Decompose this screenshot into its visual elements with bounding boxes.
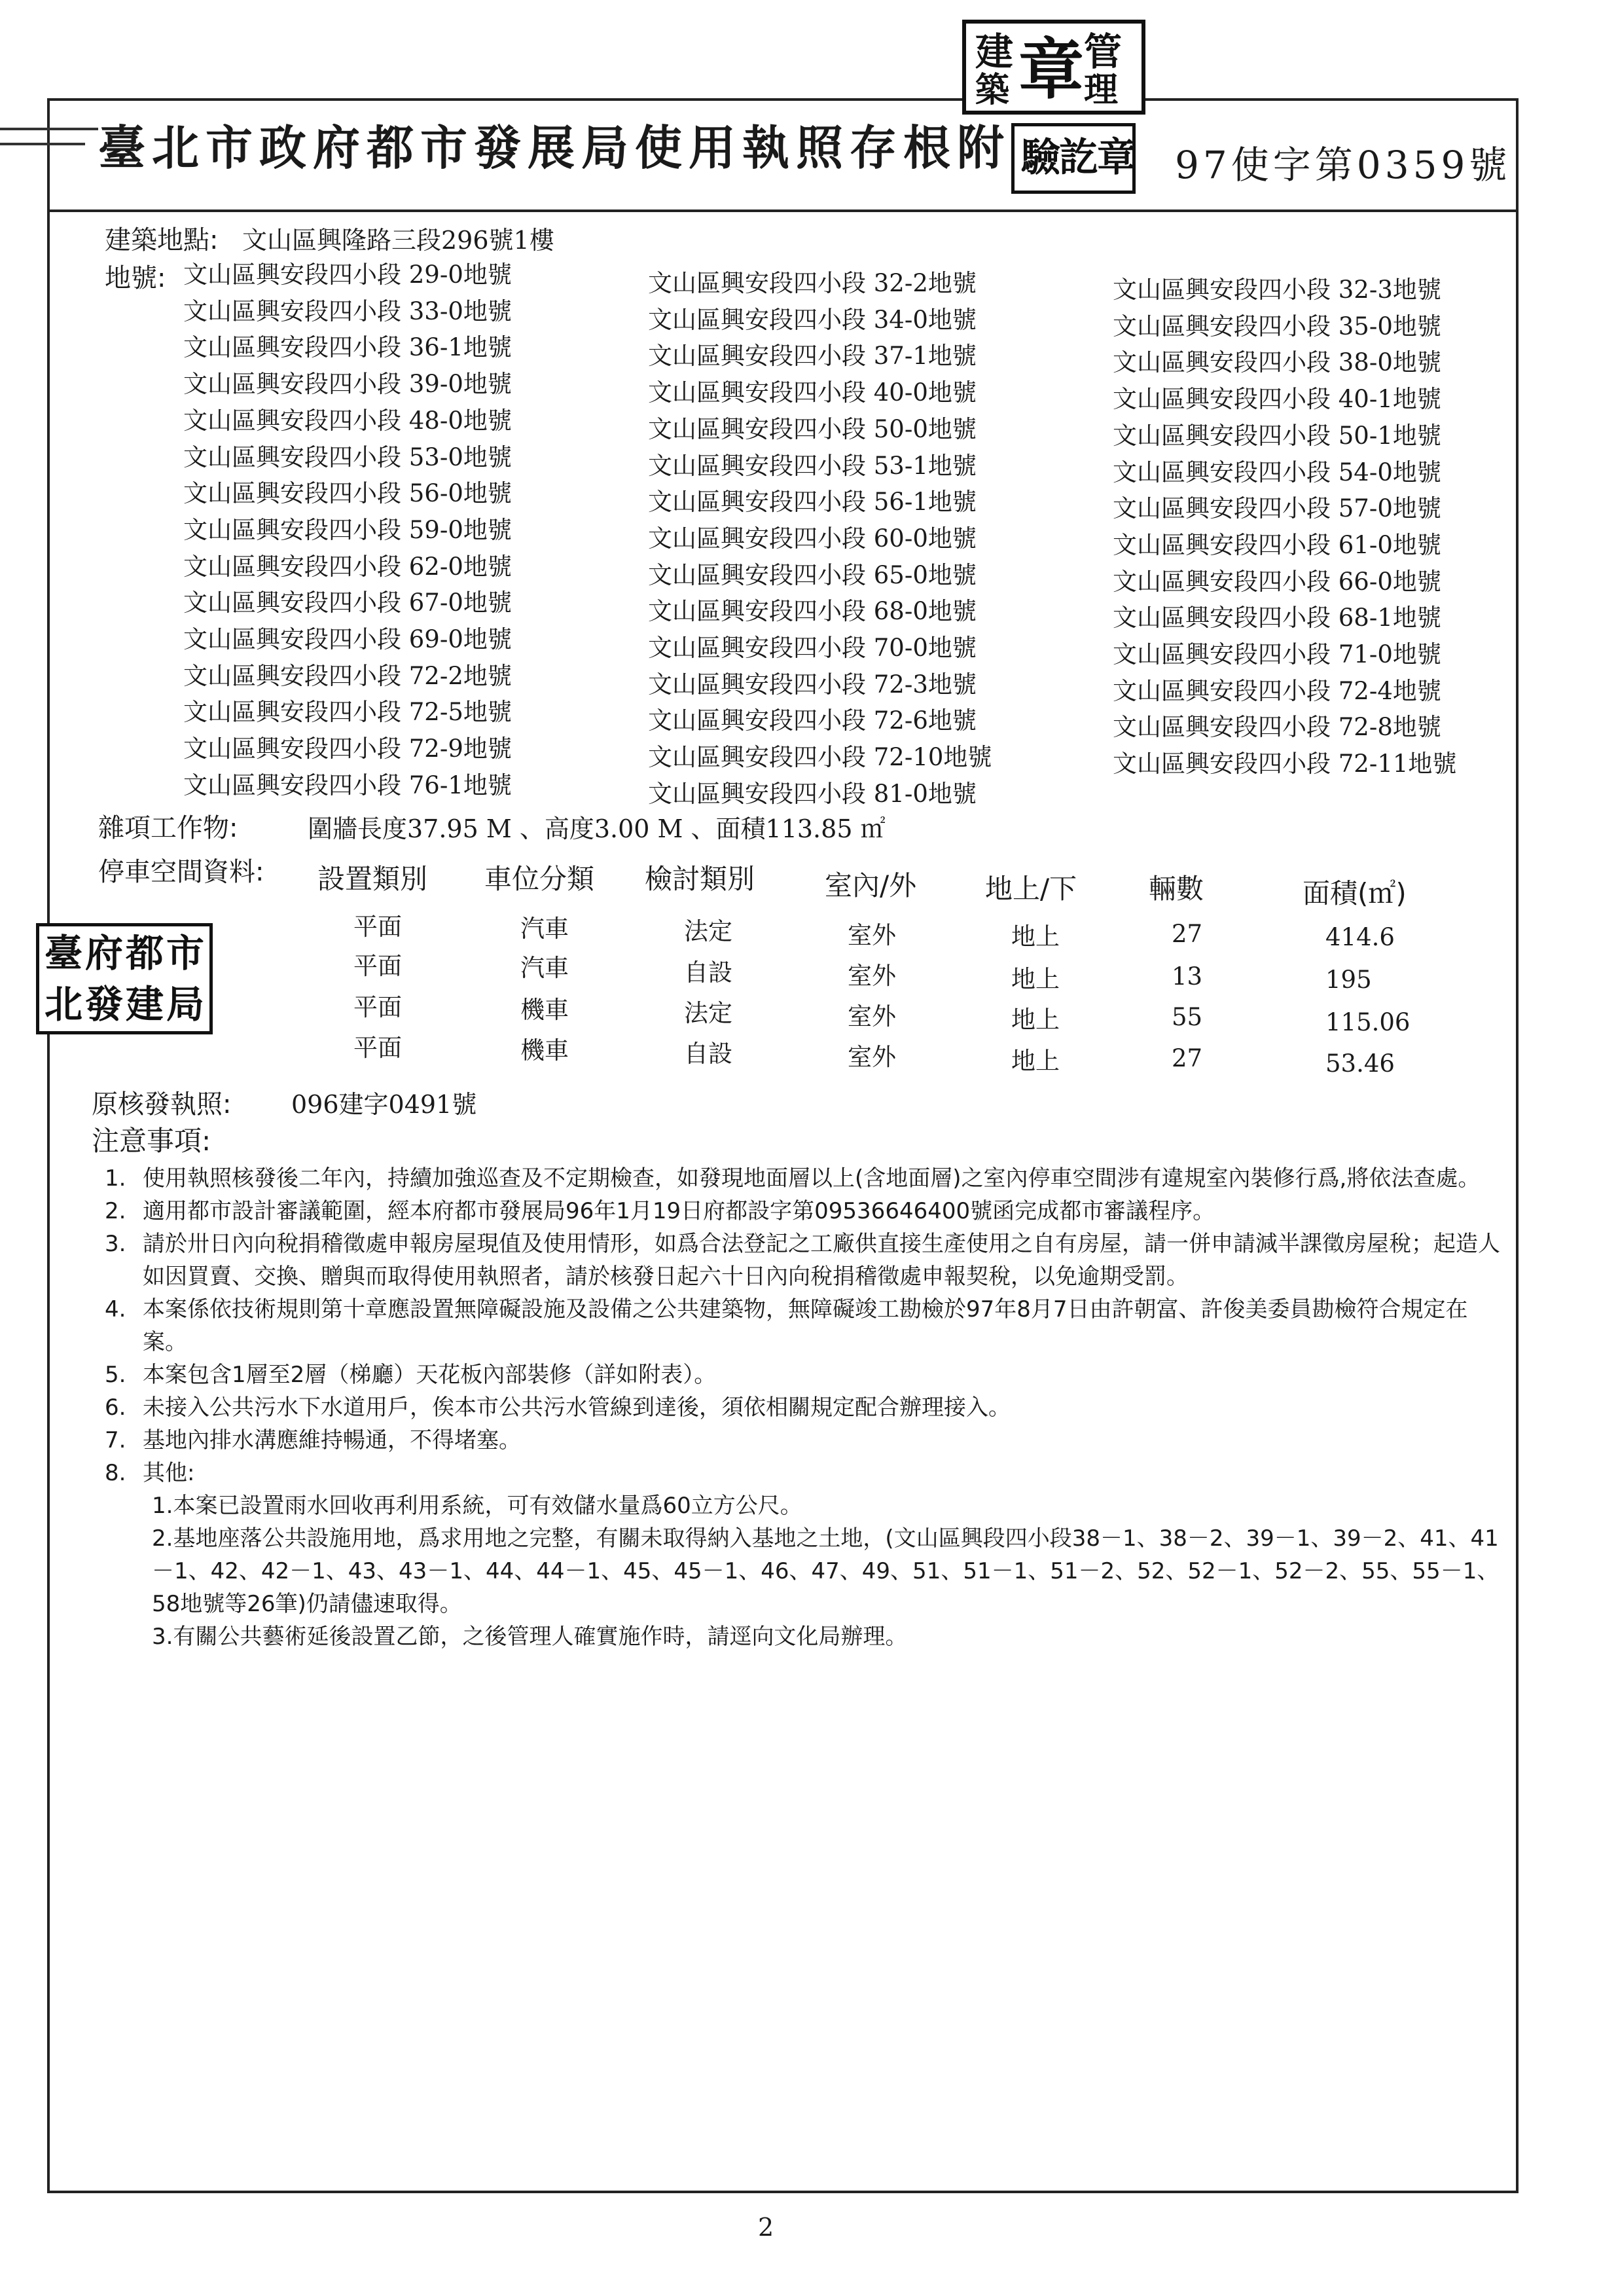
note-number: 4. [105, 1296, 126, 1322]
note-text: 本案包含1層至2層（梯廳）天花板內部裝修（詳如附表）。 [143, 1362, 717, 1388]
note-item [105, 1195, 1512, 1228]
note-item [105, 1391, 1512, 1424]
lot-entry: 文山區興安段四小段 72-4地號 [1113, 676, 1441, 705]
note-text: 基地內排水溝應維持暢通，不得堵塞。 [143, 1427, 521, 1453]
lot-entry: 文山區興安段四小段 33-0地號 [183, 297, 512, 325]
lot-entry: 文山區興安段四小段 72-3地號 [648, 670, 977, 699]
seal-char: 都 [126, 931, 164, 975]
lot-entry: 文山區興安段四小段 66-0地號 [1113, 567, 1441, 596]
lot-entry: 文山區興安段四小段 68-0地號 [648, 597, 977, 626]
seal-char: 驗 [1021, 135, 1060, 181]
lot-entry: 文山區興安段四小段 67-0地號 [183, 589, 512, 617]
lot-entry: 文山區興安段四小段 53-0地號 [183, 443, 512, 471]
lot-label: 地號: [105, 263, 166, 293]
parking-header-count: 輛數 [1149, 873, 1204, 905]
note-item [105, 1358, 1512, 1391]
parking-cell: 地上 [1011, 1047, 1060, 1075]
lot-entry: 文山區興安段四小段 60-0地號 [648, 524, 977, 553]
seal-char: 章 [1097, 135, 1136, 181]
parking-cell: 地上 [1011, 1006, 1060, 1034]
seal-char: 章 [1018, 31, 1084, 108]
note-number: 1. [105, 1165, 126, 1192]
title-divider [47, 210, 1519, 212]
lot-entry: 文山區興安段四小段 37-1地號 [648, 342, 977, 371]
original-permit-label: 原核發執照: [92, 1089, 232, 1120]
lot-entry: 文山區興安段四小段 72-2地號 [183, 661, 512, 690]
note-number: 7. [105, 1427, 126, 1453]
page-number: 2 [758, 2213, 774, 2242]
parking-header-type: 設置類別 [317, 863, 428, 895]
parking-header-indoor: 室內/外 [825, 869, 917, 902]
misc-works-value: 圍牆長度37.95 M 、高度3.00 M 、面積113.85 ㎡ [308, 814, 886, 843]
official-seal-side [36, 923, 213, 1034]
parking-cell: 414.6 [1325, 923, 1395, 951]
seal-char: 築 [975, 70, 1010, 110]
parking-cell: 115.06 [1325, 1008, 1411, 1036]
lot-entry: 文山區興安段四小段 32-2地號 [648, 269, 977, 297]
lot-entry: 文山區興安段四小段 81-0地號 [648, 779, 977, 808]
lot-entry: 文山區興安段四小段 72-10地號 [648, 743, 992, 772]
parking-cell: 法定 [684, 917, 732, 945]
note-text: 未接入公共污水下水道用戶，俟本市公共污水管線到達後，須依相關規定配合辦理接入。 [143, 1394, 1011, 1421]
seal-char: 局 [166, 982, 205, 1027]
parking-cell: 平面 [353, 993, 402, 1021]
note-item [105, 1424, 1512, 1457]
note-number: 3. [105, 1231, 126, 1257]
seal-char: 建 [126, 982, 164, 1027]
note-text: 其他: [143, 1460, 195, 1486]
note-item [105, 1228, 1512, 1293]
parking-cell: 室外 [848, 921, 896, 949]
parking-header-level: 地上/下 [985, 873, 1077, 905]
permit-number: 97使字第0359號 [1175, 143, 1511, 187]
seal-char: 府 [85, 931, 124, 975]
parking-header-review: 檢討類別 [645, 863, 755, 895]
lot-entry: 文山區興安段四小段 68-1地號 [1113, 604, 1441, 632]
address-label: 建築地點: [105, 225, 219, 255]
lot-entry: 文山區興安段四小段 36-1地號 [183, 333, 512, 362]
lot-entry: 文山區興安段四小段 72-5地號 [183, 698, 512, 727]
lot-entry: 文山區興安段四小段 61-0地號 [1113, 530, 1441, 559]
note-number: 2. [105, 1198, 126, 1224]
edge-mark [0, 143, 85, 145]
parking-cell: 55 [1172, 1003, 1203, 1031]
parking-cell: 27 [1172, 1044, 1203, 1072]
parking-cell: 機車 [520, 996, 569, 1024]
lot-entry: 文山區興安段四小段 69-0地號 [183, 625, 512, 654]
lot-entry: 文山區興安段四小段 40-0地號 [648, 378, 977, 407]
notes-heading: 注意事項: [92, 1125, 211, 1157]
parking-cell: 室外 [848, 1043, 896, 1071]
parking-cell: 自設 [684, 1040, 732, 1068]
parking-cell: 平面 [353, 913, 402, 941]
lot-entry: 文山區興安段四小段 54-0地號 [1113, 458, 1441, 486]
note-text: 請於卅日內向稅捐稽徵處申報房屋現值及使用情形，如爲合法登記之工廠供直接生產使用之自有房屋，請一併申請減半課徵房屋稅；起造人如因買賣、交換、贈與而取得使用執照者，請於核發日起六十日內向稅捐稽徵處申報契稅，以免逾期受罰。 [143, 1231, 1500, 1290]
lot-entry: 文山區興安段四小段 48-0地號 [183, 406, 512, 435]
lot-entry: 文山區興安段四小段 34-0地號 [648, 305, 977, 334]
notes-list [105, 1162, 1512, 1653]
parking-cell: 13 [1172, 962, 1203, 991]
misc-works-label: 雜項工作物: [98, 813, 238, 843]
parking-cell: 27 [1172, 920, 1203, 948]
lot-column-1 [183, 257, 512, 804]
edge-mark [0, 128, 98, 130]
note-number: 5. [105, 1362, 126, 1388]
lot-entry: 文山區興安段四小段 70-0地號 [648, 634, 977, 663]
original-permit-value: 096建字0491號 [291, 1090, 477, 1119]
parking-cell: 53.46 [1325, 1049, 1395, 1078]
parking-cell: 機車 [520, 1036, 569, 1065]
parking-cell: 地上 [1011, 965, 1060, 993]
parking-header-class: 車位分類 [484, 863, 595, 895]
parking-cell: 平面 [353, 1034, 402, 1062]
sub-note: 3.有關公共藝術延後設置乙節，之後管理人確實施作時，請逕向文化局辦理。 [152, 1624, 908, 1650]
seal-char: 管 [1084, 29, 1123, 74]
parking-cell: 室外 [848, 1002, 896, 1030]
note-number: 6. [105, 1394, 126, 1421]
lot-entry: 文山區興安段四小段 76-1地號 [183, 771, 512, 799]
address-value: 文山區興隆路三段296號1樓 [242, 226, 554, 255]
parking-cell: 法定 [684, 999, 732, 1027]
parking-cell: 195 [1325, 966, 1372, 994]
seal-char: 發 [85, 982, 124, 1027]
lot-entry: 文山區興安段四小段 72-9地號 [183, 735, 512, 763]
lot-entry: 文山區興安段四小段 50-1地號 [1113, 421, 1441, 450]
seal-char: 理 [1084, 70, 1119, 110]
lot-entry: 文山區興安段四小段 62-0地號 [183, 552, 512, 581]
lot-column-3 [1113, 272, 1456, 782]
lot-entry: 文山區興安段四小段 39-0地號 [183, 370, 512, 399]
seal-char: 北 [45, 982, 83, 1027]
lot-entry: 文山區興安段四小段 50-0地號 [648, 414, 977, 443]
seal-char: 建 [975, 29, 1014, 74]
sub-note: 1.本案已設置雨水回收再利用系統，可有效儲水量爲60立方公尺。 [152, 1493, 802, 1519]
lot-entry: 文山區興安段四小段 56-0地號 [183, 479, 512, 508]
parking-cell: 平面 [353, 952, 402, 980]
parking-cell: 室外 [848, 962, 896, 990]
parking-label: 停車空間資料: [98, 857, 264, 887]
seal-char: 臺 [45, 931, 83, 975]
lot-entry: 文山區興安段四小段 57-0地號 [1113, 494, 1441, 523]
lot-entry: 文山區興安段四小段 40-1地號 [1113, 385, 1441, 414]
note-item [105, 1457, 1512, 1489]
lot-entry: 文山區興安段四小段 32-3地號 [1113, 276, 1441, 304]
lot-entry: 文山區興安段四小段 72-11地號 [1113, 750, 1457, 778]
note-text: 本案係依技術規則第十章應設置無障礙設施及設備之公共建築物，無障礙竣工勘檢於97年8月7日由許朝富、許俊美委員勘檢符合規定在案。 [143, 1296, 1468, 1355]
official-seal-top [962, 20, 1145, 115]
sub-note: 2.基地座落公共設施用地，爲求用地之完整，有關未取得納入基地之土地，(文山區興段四小段38－1、38－2、39－1、39－2、41、41－1、42、42－1、43、43－1、44、44－1、45、45－1、46、47、49、51、51－1、51－2、52、52－1、52－2、55、55－1、58地號等26筆)仍請儘速取得。 [152, 1525, 1500, 1617]
seal-char: 訖 [1059, 135, 1098, 181]
parking-cell: 汽車 [520, 915, 569, 943]
note-item [105, 1162, 1512, 1195]
lot-entry: 文山區興安段四小段 35-0地號 [1113, 312, 1441, 340]
note-text: 使用執照核發後二年內，持續加強巡查及不定期檢查，如發現地面層以上(含地面層)之室內停車空間涉有違規室內裝修行爲,將依法查處。 [143, 1165, 1481, 1192]
lot-entry: 文山區興安段四小段 29-0地號 [183, 261, 512, 289]
lot-entry: 文山區興安段四小段 56-1地號 [648, 488, 977, 517]
lot-entry: 文山區興安段四小段 53-1地號 [648, 451, 977, 480]
parking-cell: 地上 [1011, 922, 1060, 951]
parking-cell: 汽車 [520, 954, 569, 982]
note-item [105, 1293, 1512, 1358]
inspection-seal [1011, 123, 1136, 194]
note-number: 8. [105, 1460, 126, 1486]
lot-entry: 文山區興安段四小段 72-6地號 [648, 706, 977, 735]
seal-char: 市 [166, 931, 205, 975]
note-text: 適用都市設計審議範圍，經本府都市發展局96年1月19日府都設字第09536646400號函完成都市審議程序。 [143, 1198, 1215, 1224]
lot-entry: 文山區興安段四小段 72-8地號 [1113, 713, 1441, 742]
other-notes [119, 1489, 1512, 1653]
parking-cell: 自設 [684, 958, 732, 987]
lot-column-2 [648, 265, 992, 812]
lot-entry: 文山區興安段四小段 59-0地號 [183, 515, 512, 544]
lot-entry: 文山區興安段四小段 65-0地號 [648, 560, 977, 589]
lot-entry: 文山區興安段四小段 71-0地號 [1113, 640, 1441, 669]
parking-header-area: 面積(㎡) [1303, 877, 1407, 909]
page-title: 臺北市政府都市發展局使用執照存根附 [98, 120, 1011, 175]
lot-entry: 文山區興安段四小段 38-0地號 [1113, 348, 1441, 377]
